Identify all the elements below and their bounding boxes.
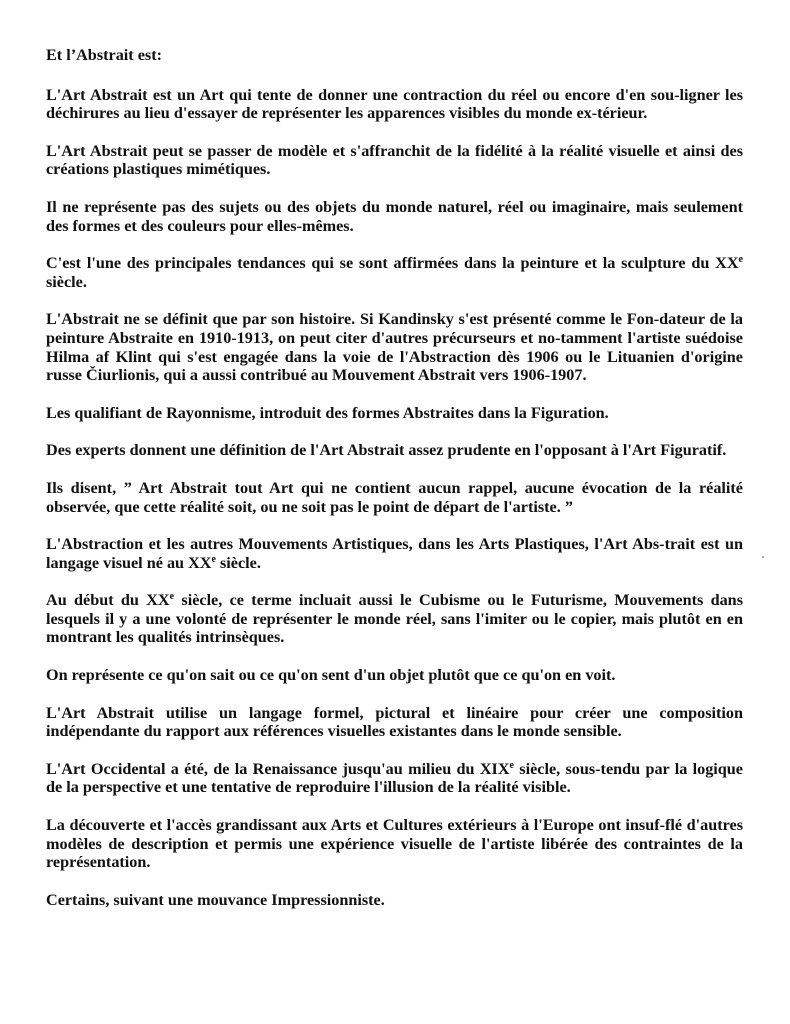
paragraph-2: L'Art Abstrait peut se passer de modèle et s'affranchit de la fidélité à la réalité visuelle et ainsi des créations plastiques mimétiques. <box>46 141 743 179</box>
paragraph-9 <box>46 535 743 572</box>
century-superscript: e <box>509 759 514 771</box>
paragraph-4-text-end: siècle. <box>46 272 87 291</box>
paragraph-4 <box>46 254 743 291</box>
paragraph-13 <box>46 760 743 797</box>
scan-speck <box>762 556 764 558</box>
paragraph-8: Ils disent, ” Art Abstrait tout Art qui ne contient aucun rappel, aucune évocation de la réalité observée, que cette réalité soit, ou ne soit pas le point de départ de l'artiste. ” <box>46 478 743 516</box>
paragraph-9-text: L'Abstraction et les autres Mouvements Artistiques, dans les Arts Plastiques, l'Art Abs-trait est un langage visuel né au XX <box>46 535 743 572</box>
century-superscript: e <box>738 254 743 266</box>
paragraph-11: On représente ce qu'on sait ou ce qu'on sent d'un objet plutôt que ce qu'on en voit. <box>46 666 616 685</box>
paragraph-9-text-end: siècle. <box>215 553 261 572</box>
paragraph-10-text: Au début du XX <box>46 591 170 610</box>
paragraph-5: L'Abstrait ne se définit que par son histoire. Si Kandinsky s'est présenté comme le Fon-dateur de la peinture Abstraite en 1910-1913, on peut citer d'autres précurseurs et no-tamment l'artiste suédoise Hilma af Klint qui s'est engagée dans la voie de l'Abstraction dès 1906 ou le Lituanien d'origine russe Čiurlionis, qui a aussi contribué au Mouvement Abstrait vers 1906-1907. <box>46 310 743 385</box>
century-superscript: e <box>169 591 175 603</box>
paragraph-1: L'Art Abstrait est un Art qui tente de donner une contraction du réel ou encore d'en sou-ligner les déchirures au lieu d'essayer de représenter les apparences visibles du monde ex-térieur. <box>46 85 743 123</box>
document-heading: Et l’Abstrait est: <box>46 46 162 64</box>
century-superscript: e <box>211 553 216 565</box>
paragraph-15: Certains, suivant une mouvance Impressionniste. <box>46 890 385 909</box>
paragraph-14: La découverte et l'accès grandissant aux Arts et Cultures extérieurs à l'Europe ont insuf-flé d'autres modèles de description et permis une expérience visuelle de l'artiste libérée des contraintes de la représentation. <box>46 816 743 872</box>
paragraph-10 <box>46 591 743 647</box>
paragraph-13-text-end: siècle, sous-tendu par la logique de la perspective et une tentative de reproduire l'illusion de la réalité visible. <box>46 759 743 797</box>
paragraph-4-text: C'est l'une des principales tendances qui se sont affirmées dans la peinture et la sculpture du XX <box>46 254 739 273</box>
paragraph-12: L'Art Abstrait utilise un langage formel, pictural et linéaire pour créer une composition indépendante du rapport aux références visuelles existantes dans le monde sensible. <box>46 703 743 741</box>
document-body <box>46 46 743 928</box>
paragraph-10-text-end: siècle, ce terme incluait aussi le Cubisme ou le Futurisme, Mouvements dans lesquels il y a une volonté de représenter le monde réel, sans l'imiter ou le copier, mais plutôt en en montrant les qualités intrinsèques. <box>46 591 743 647</box>
paragraph-13-text: L'Art Occidental a été, de la Renaissance jusqu'au milieu du XIX <box>46 759 510 778</box>
paragraph-3: Il ne représente pas des sujets ou des objets du monde naturel, réel ou imaginaire, mais seulement des formes et des couleurs pour elles-mêmes. <box>46 197 743 235</box>
paragraph-6: Les qualifiant de Rayonnisme, introduit des formes Abstraites dans la Figuration. <box>46 403 609 422</box>
paragraph-7: Des experts donnent une définition de l'Art Abstrait assez prudente en l'opposant à l'Art Figuratif. <box>46 441 727 460</box>
